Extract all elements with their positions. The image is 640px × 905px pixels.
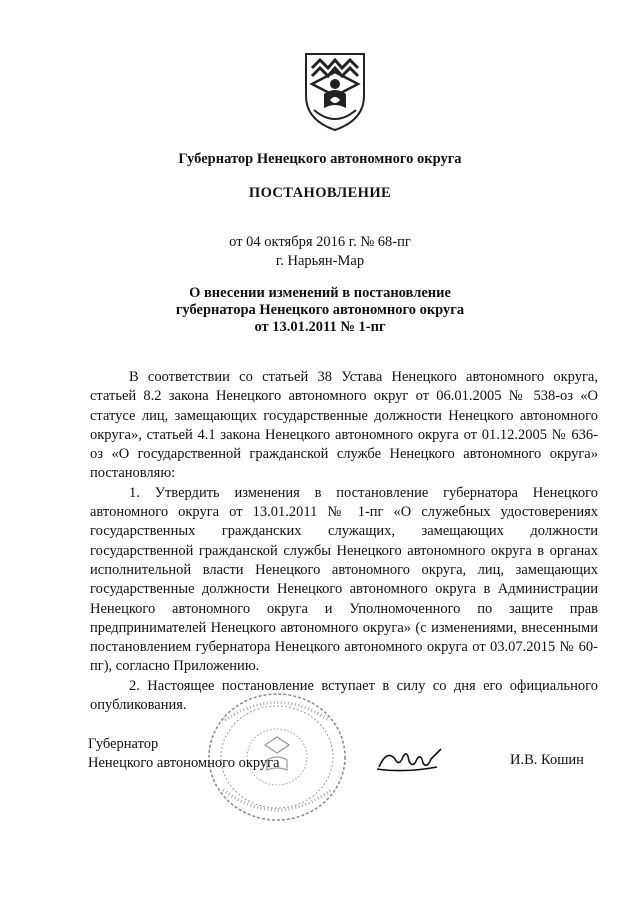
coat-of-arms-icon	[300, 50, 370, 134]
signatory-position	[88, 735, 280, 773]
document-subject	[0, 285, 640, 336]
date-and-place	[0, 233, 640, 271]
preamble-paragraph: В соответствии со статьей 38 Устава Ненецкого автономного округа, статьей 8.2 закона Ненецкого автономного округ от 06.01.2005 № 538-оз «О статусе лиц, замещающих государственные должности Ненецкого автономного округа», статьей 4.1 закона Ненецкого автономного округа от 01.12.2005 № 636-оз «О государственной гражданской службе Ненецкого автономного округа» постановляю:	[90, 369, 598, 482]
item-1-paragraph: 1. Утвердить изменения в постановление губернатора Ненецкого автономного округа от 13.01.2011 № 1-пг «О служебных удостоверениях государственных гражданских служащих, замещающих должности государственной гражданской службы Ненецкого автономного округа в органах исполнительной власти Ненецкого автономного округа, лиц, замещающих государственные должности Ненецкого автономного округа в Администрации Ненецкого автономного округа и Уполномоченного по защите прав предпринимателей Ненецкого автономного округа» (с изменениями, внесенными постановлением губернатора Ненецкого автономного округа от 03.07.2015 № 60-пг), согласно Приложению.	[90, 484, 598, 675]
signatory-position-line-2: Ненецкого автономного округа	[88, 755, 280, 771]
document-date-number: от 04 октября 2016 г. № 68-пг	[229, 234, 411, 250]
signatory-position-line-1: Губернатор	[88, 736, 159, 752]
subject-line-1: О внесении изменений в постановление	[189, 285, 451, 301]
issuing-authority: Губернатор Ненецкого автономного округа	[178, 151, 462, 167]
item-2-paragraph: 2. Настоящее постановление вступает в силу со дня его официального опубликования.	[90, 677, 598, 714]
signatory-name: И.В. Кошин	[510, 752, 584, 768]
document-type: ПОСТАНОВЛЕНИЕ	[248, 185, 392, 201]
subject-line-2: губернатора Ненецкого автономного округа	[175, 302, 465, 318]
document-body	[90, 368, 598, 715]
document-place: г. Нарьян-Мар	[275, 253, 365, 269]
handwritten-signature	[375, 745, 455, 775]
subject-line-3: от 13.01.2011 № 1-пг	[254, 319, 386, 335]
